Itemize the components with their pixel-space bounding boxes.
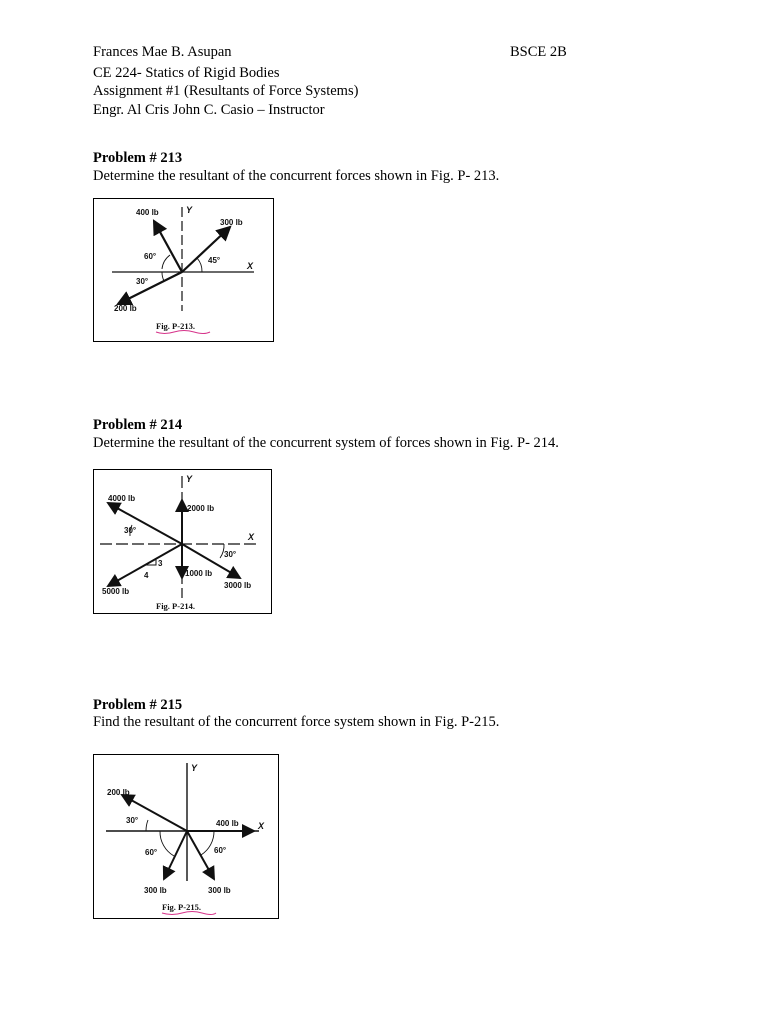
figure-caption: Fig. P-215. — [162, 902, 201, 912]
force-4000-arrow — [108, 503, 182, 544]
label-200lb: 200 lb — [114, 304, 137, 313]
problem-214-statement: Determine the resultant of the concurrent system of forces shown in Fig. P- 214. — [93, 435, 559, 451]
course-title: CE 224- Statics of Rigid Bodies — [93, 65, 280, 81]
force-200-arrow — [122, 795, 187, 831]
y-axis-label: Y — [191, 763, 198, 773]
x-axis-label: X — [248, 532, 255, 542]
force-300-left-arrow — [164, 831, 187, 879]
figure-p215 — [93, 754, 279, 919]
figure-caption: Fig. P-213. — [156, 321, 195, 331]
force-300-right-arrow — [187, 831, 214, 879]
label-angle-45: 45° — [208, 256, 221, 265]
label-slope-4: 4 — [144, 571, 149, 580]
label-2000lb: 2000 lb — [187, 504, 215, 513]
label-5000lb: 5000 lb — [102, 587, 130, 596]
label-angle-30: 30° — [136, 277, 149, 286]
force-300-arrow — [182, 227, 230, 272]
angle-arc-30 — [162, 272, 164, 281]
label-1000lb: 1000 lb — [185, 569, 213, 578]
label-300lb: 300 lb — [220, 218, 243, 227]
problem-213-title: Problem # 213 — [93, 150, 183, 166]
y-axis-label: Y — [186, 474, 193, 484]
x-axis-label: X — [247, 261, 254, 271]
problem-215-statement: Find the resultant of the concurrent force system shown in Fig. P-215. — [93, 714, 500, 730]
problem-214-title: Problem # 214 — [93, 417, 183, 433]
figure-caption: Fig. P-214. — [156, 601, 195, 611]
assignment-title: Assignment #1 (Resultants of Force Systems) — [93, 83, 359, 99]
figure-p213 — [93, 198, 274, 342]
label-400lb: 400 lb — [136, 208, 159, 217]
figure-p214-diagram — [94, 470, 271, 613]
angle-arc-60-right — [201, 831, 214, 855]
figure-p213-diagram — [94, 199, 273, 341]
student-name: Frances Mae B. Asupan — [93, 44, 232, 60]
label-angle-30-right: 30° — [224, 550, 237, 559]
label-angle-60-left: 60° — [145, 848, 158, 857]
force-200-arrow — [118, 272, 182, 304]
label-400lb: 400 lb — [216, 819, 239, 828]
label-slope-3: 3 — [158, 559, 163, 568]
x-axis-label: X — [258, 821, 265, 831]
label-300lb-left: 300 lb — [144, 886, 167, 895]
y-axis-label: Y — [186, 205, 193, 215]
label-3000lb: 3000 lb — [224, 581, 252, 590]
angle-arc-60-left — [160, 831, 174, 856]
figure-p215-diagram — [94, 755, 278, 918]
force-400-arrow — [154, 221, 182, 272]
figure-p214 — [93, 469, 272, 614]
label-4000lb: 4000 lb — [108, 494, 136, 503]
label-200lb: 200 lb — [107, 788, 130, 797]
label-300lb-right: 300 lb — [208, 886, 231, 895]
angle-arc-30 — [146, 820, 148, 831]
label-angle-60: 60° — [144, 252, 157, 261]
instructor-name: Engr. Al Cris John C. Casio – Instructor — [93, 102, 325, 118]
label-angle-30: 30° — [126, 816, 139, 825]
problem-213-statement: Determine the resultant of the concurrent forces shown in Fig. P- 213. — [93, 168, 500, 184]
label-angle-60-right: 60° — [214, 846, 227, 855]
angle-arc-60 — [162, 255, 170, 269]
label-angle-30-left: 30° — [124, 526, 137, 535]
class-section: BSCE 2B — [510, 44, 567, 60]
angle-arc-45 — [197, 258, 202, 272]
problem-215-title: Problem # 215 — [93, 697, 183, 713]
